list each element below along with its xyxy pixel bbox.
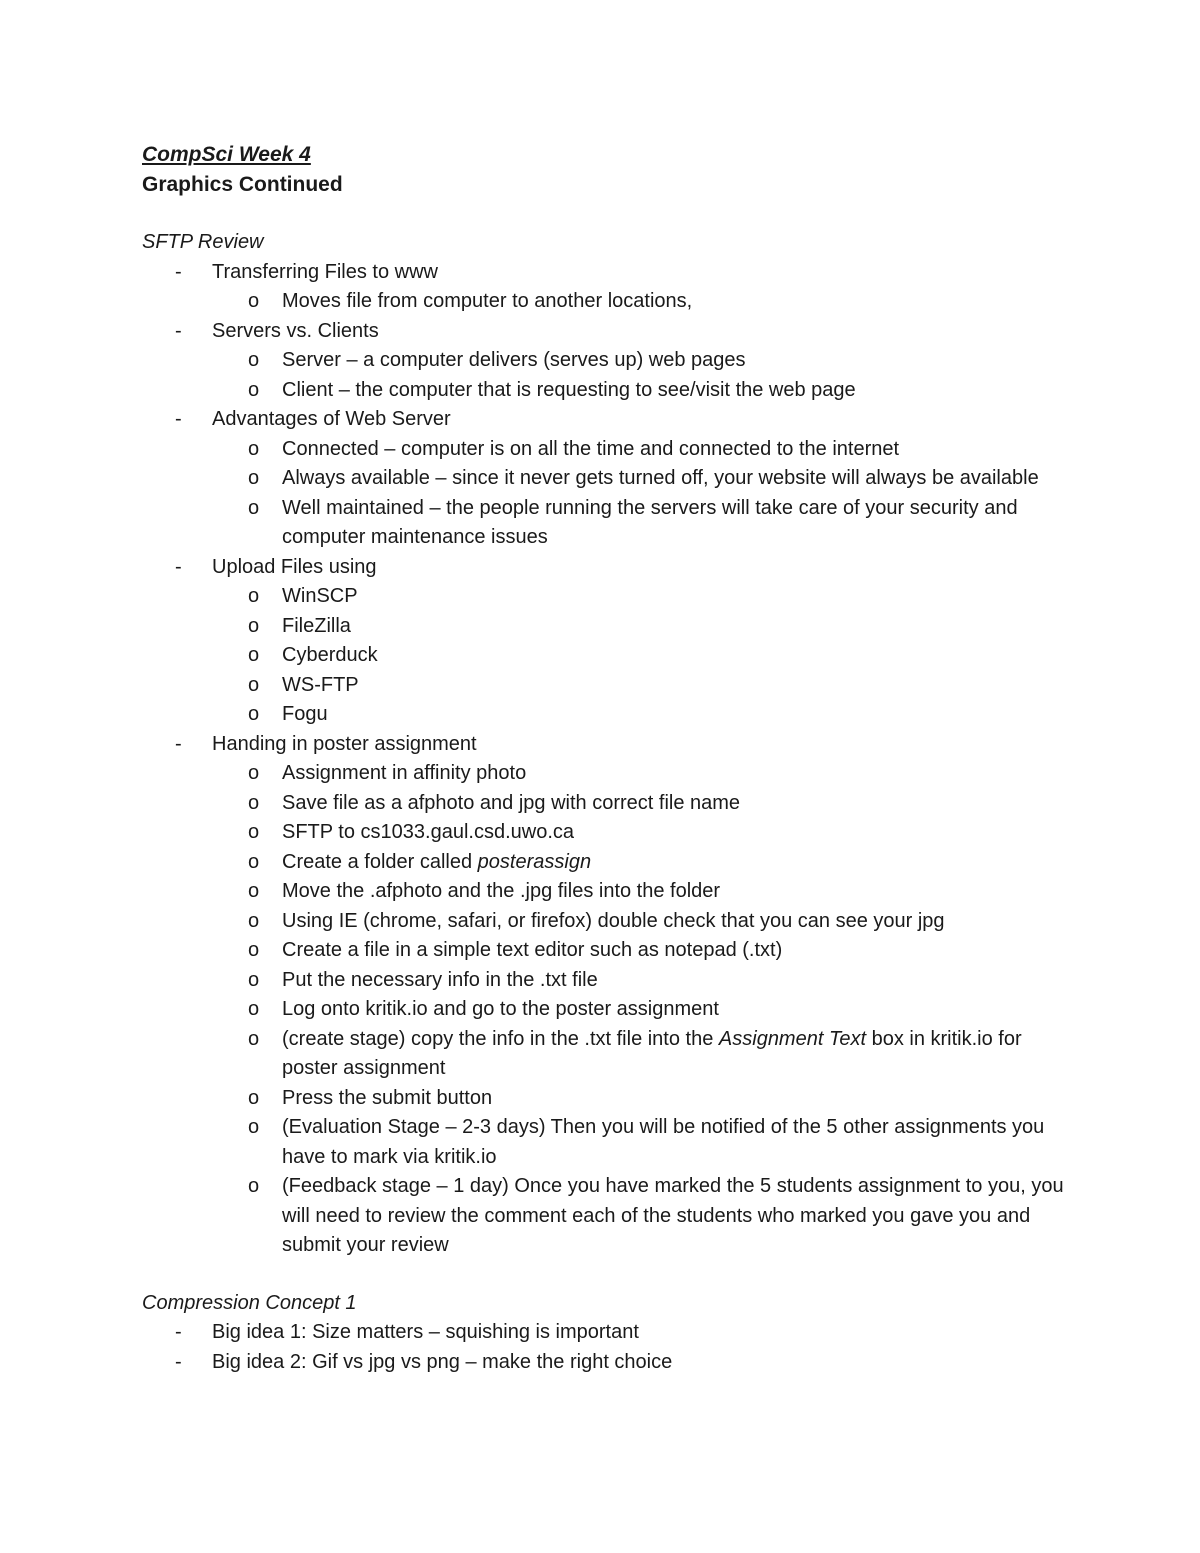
sub-list-item xyxy=(142,435,1082,465)
sub-list-item xyxy=(142,464,1082,494)
circle-bullet: o xyxy=(248,614,260,637)
sub-list-item-text: Always available – since it never gets turned off, your website will always be available xyxy=(282,467,1039,489)
blank-line xyxy=(142,1261,1082,1289)
sub-list-item-text: WinSCP xyxy=(282,585,358,607)
dash-bullet: - xyxy=(175,408,182,430)
sub-list-item-text: Press the submit button xyxy=(282,1086,493,1109)
list-item-transferring-files xyxy=(142,258,1082,288)
sub-list-item xyxy=(142,966,1082,996)
circle-bullet: o xyxy=(248,673,260,696)
circle-bullet: o xyxy=(248,1175,260,1197)
sub-list-item-text: Log onto kritik.io and go to the poster assignment xyxy=(282,998,719,1020)
circle-bullet: o xyxy=(248,378,260,401)
sub-list-item-text: SFTP to cs1033.gaul.csd.uwo.ca xyxy=(282,821,575,843)
sub-list-item xyxy=(142,1113,1082,1172)
circle-bullet: o xyxy=(248,939,260,961)
sub-list-item-text: Client – the computer that is requesting to see/visit the web page xyxy=(282,378,856,401)
blank-line xyxy=(142,200,1082,228)
circle-bullet: o xyxy=(248,585,260,607)
list-item-advantages xyxy=(142,405,1082,435)
sub-list-item-text: WS-FTP xyxy=(282,673,359,696)
assignment-text-emphasis: Assignment Text xyxy=(718,1027,867,1050)
list-item-label: Big idea 1: Size matters – squishing is important xyxy=(212,1321,639,1343)
document-subtitle: Graphics Continued xyxy=(142,173,343,196)
list-item-label: Transferring Files to www xyxy=(212,260,438,283)
circle-bullet: o xyxy=(248,437,260,460)
section-heading-compression: Compression Concept 1 xyxy=(142,1291,357,1314)
circle-bullet: o xyxy=(248,998,260,1020)
sub-list-item xyxy=(142,877,1082,907)
sub-list-item xyxy=(142,287,1082,317)
sub-list-item-text: (Feedback stage – 1 day) Once you have marked the 5 students assignment to you, you will need to review the comment each of the students who marked you gave you and submit your review xyxy=(282,1175,1064,1256)
sub-list-item-text: Well maintained – the people running the servers will take care of your security and computer maintenance issues xyxy=(282,496,1018,548)
sub-list-item-text: Connected – computer is on all the time and connected to the internet xyxy=(282,437,900,460)
document-page xyxy=(142,140,1082,1377)
dash-bullet: - xyxy=(175,1321,182,1343)
circle-bullet: o xyxy=(248,703,260,725)
circle-bullet: o xyxy=(248,467,260,489)
circle-bullet: o xyxy=(248,1027,260,1050)
circle-bullet: o xyxy=(248,644,260,666)
sub-list-item xyxy=(142,936,1082,966)
list-item-upload-files xyxy=(142,553,1082,583)
circle-bullet: o xyxy=(248,762,260,784)
sub-list-item xyxy=(142,1025,1082,1084)
sub-list-item xyxy=(142,671,1082,701)
list-item-label: Handing in poster assignment xyxy=(212,732,477,755)
list-item-big-idea-2 xyxy=(142,1348,1082,1378)
sub-list-item xyxy=(142,818,1082,848)
sub-list-item xyxy=(142,376,1082,406)
sub-list-item-text: Server – a computer delivers (serves up) web pages xyxy=(282,349,746,371)
circle-bullet: o xyxy=(248,496,260,519)
circle-bullet: o xyxy=(248,349,260,371)
sub-list-item-text: FileZilla xyxy=(282,614,351,637)
sub-list-item xyxy=(142,1172,1082,1261)
circle-bullet: o xyxy=(248,850,260,873)
circle-bullet: o xyxy=(248,290,260,312)
circle-bullet: o xyxy=(248,1116,260,1138)
sub-list-item xyxy=(142,907,1082,937)
sub-list-item xyxy=(142,848,1082,878)
sub-list-item xyxy=(142,789,1082,819)
circle-bullet: o xyxy=(248,1086,260,1109)
list-item-big-idea-1 xyxy=(142,1318,1082,1348)
sub-list-item-text: (Evaluation Stage – 2-3 days) Then you will be notified of the 5 other assignments you have to mark via kritik.io xyxy=(282,1116,1045,1168)
sub-list-item xyxy=(142,494,1082,553)
dash-bullet: - xyxy=(175,1350,182,1373)
list-item-servers-vs-clients xyxy=(142,317,1082,347)
circle-bullet: o xyxy=(248,821,260,843)
sub-list-item-text: Save file as a afphoto and jpg with correct file name xyxy=(282,791,741,814)
list-item-label: Upload Files using xyxy=(212,555,377,578)
sub-list-item xyxy=(142,346,1082,376)
sub-list-item-text: Create a folder called xyxy=(282,850,478,873)
list-item-handing-in xyxy=(142,730,1082,760)
dash-bullet: - xyxy=(175,319,182,342)
sub-list-item-text: Put the necessary info in the .txt file xyxy=(282,968,598,991)
dash-bullet: - xyxy=(175,555,182,578)
sub-list-item-text-tail: box in kritik.io for poster assignment xyxy=(282,1027,1022,1079)
sub-list-item-text: Moves file from computer to another locations, xyxy=(282,290,693,312)
sub-list-item xyxy=(142,612,1082,642)
sub-list-item-text: Create a file in a simple text editor such as notepad (.txt) xyxy=(282,939,783,961)
sub-list-item xyxy=(142,582,1082,612)
sub-list-item xyxy=(142,1084,1082,1114)
circle-bullet: o xyxy=(248,968,260,991)
sub-list-item xyxy=(142,759,1082,789)
circle-bullet: o xyxy=(248,791,260,814)
list-item-label: Advantages of Web Server xyxy=(212,408,451,430)
sub-list-item-text: Cyberduck xyxy=(282,644,378,666)
list-item-label: Servers vs. Clients xyxy=(212,319,379,342)
dash-bullet: - xyxy=(175,260,182,283)
sub-list-item xyxy=(142,641,1082,671)
sub-list-item-text: Move the .afphoto and the .jpg files into the folder xyxy=(282,880,721,902)
section-heading-sftp-review: SFTP Review xyxy=(142,231,264,253)
circle-bullet: o xyxy=(248,880,260,902)
folder-name-emphasis: posterassign xyxy=(477,850,592,873)
sub-list-item xyxy=(142,700,1082,730)
sub-list-item-text: Fogu xyxy=(282,703,328,725)
document-title: CompSci Week 4 xyxy=(142,143,311,166)
dash-bullet: - xyxy=(175,732,182,755)
circle-bullet: o xyxy=(248,909,260,932)
sub-list-item-text: Using IE (chrome, safari, or firefox) double check that you can see your jpg xyxy=(282,909,945,932)
sub-list-item xyxy=(142,995,1082,1025)
sub-list-item-text: (create stage) copy the info in the .txt file into the xyxy=(282,1027,719,1050)
list-item-label: Big idea 2: Gif vs jpg vs png – make the right choice xyxy=(212,1350,673,1373)
sub-list-item-text: Assignment in affinity photo xyxy=(282,762,527,784)
